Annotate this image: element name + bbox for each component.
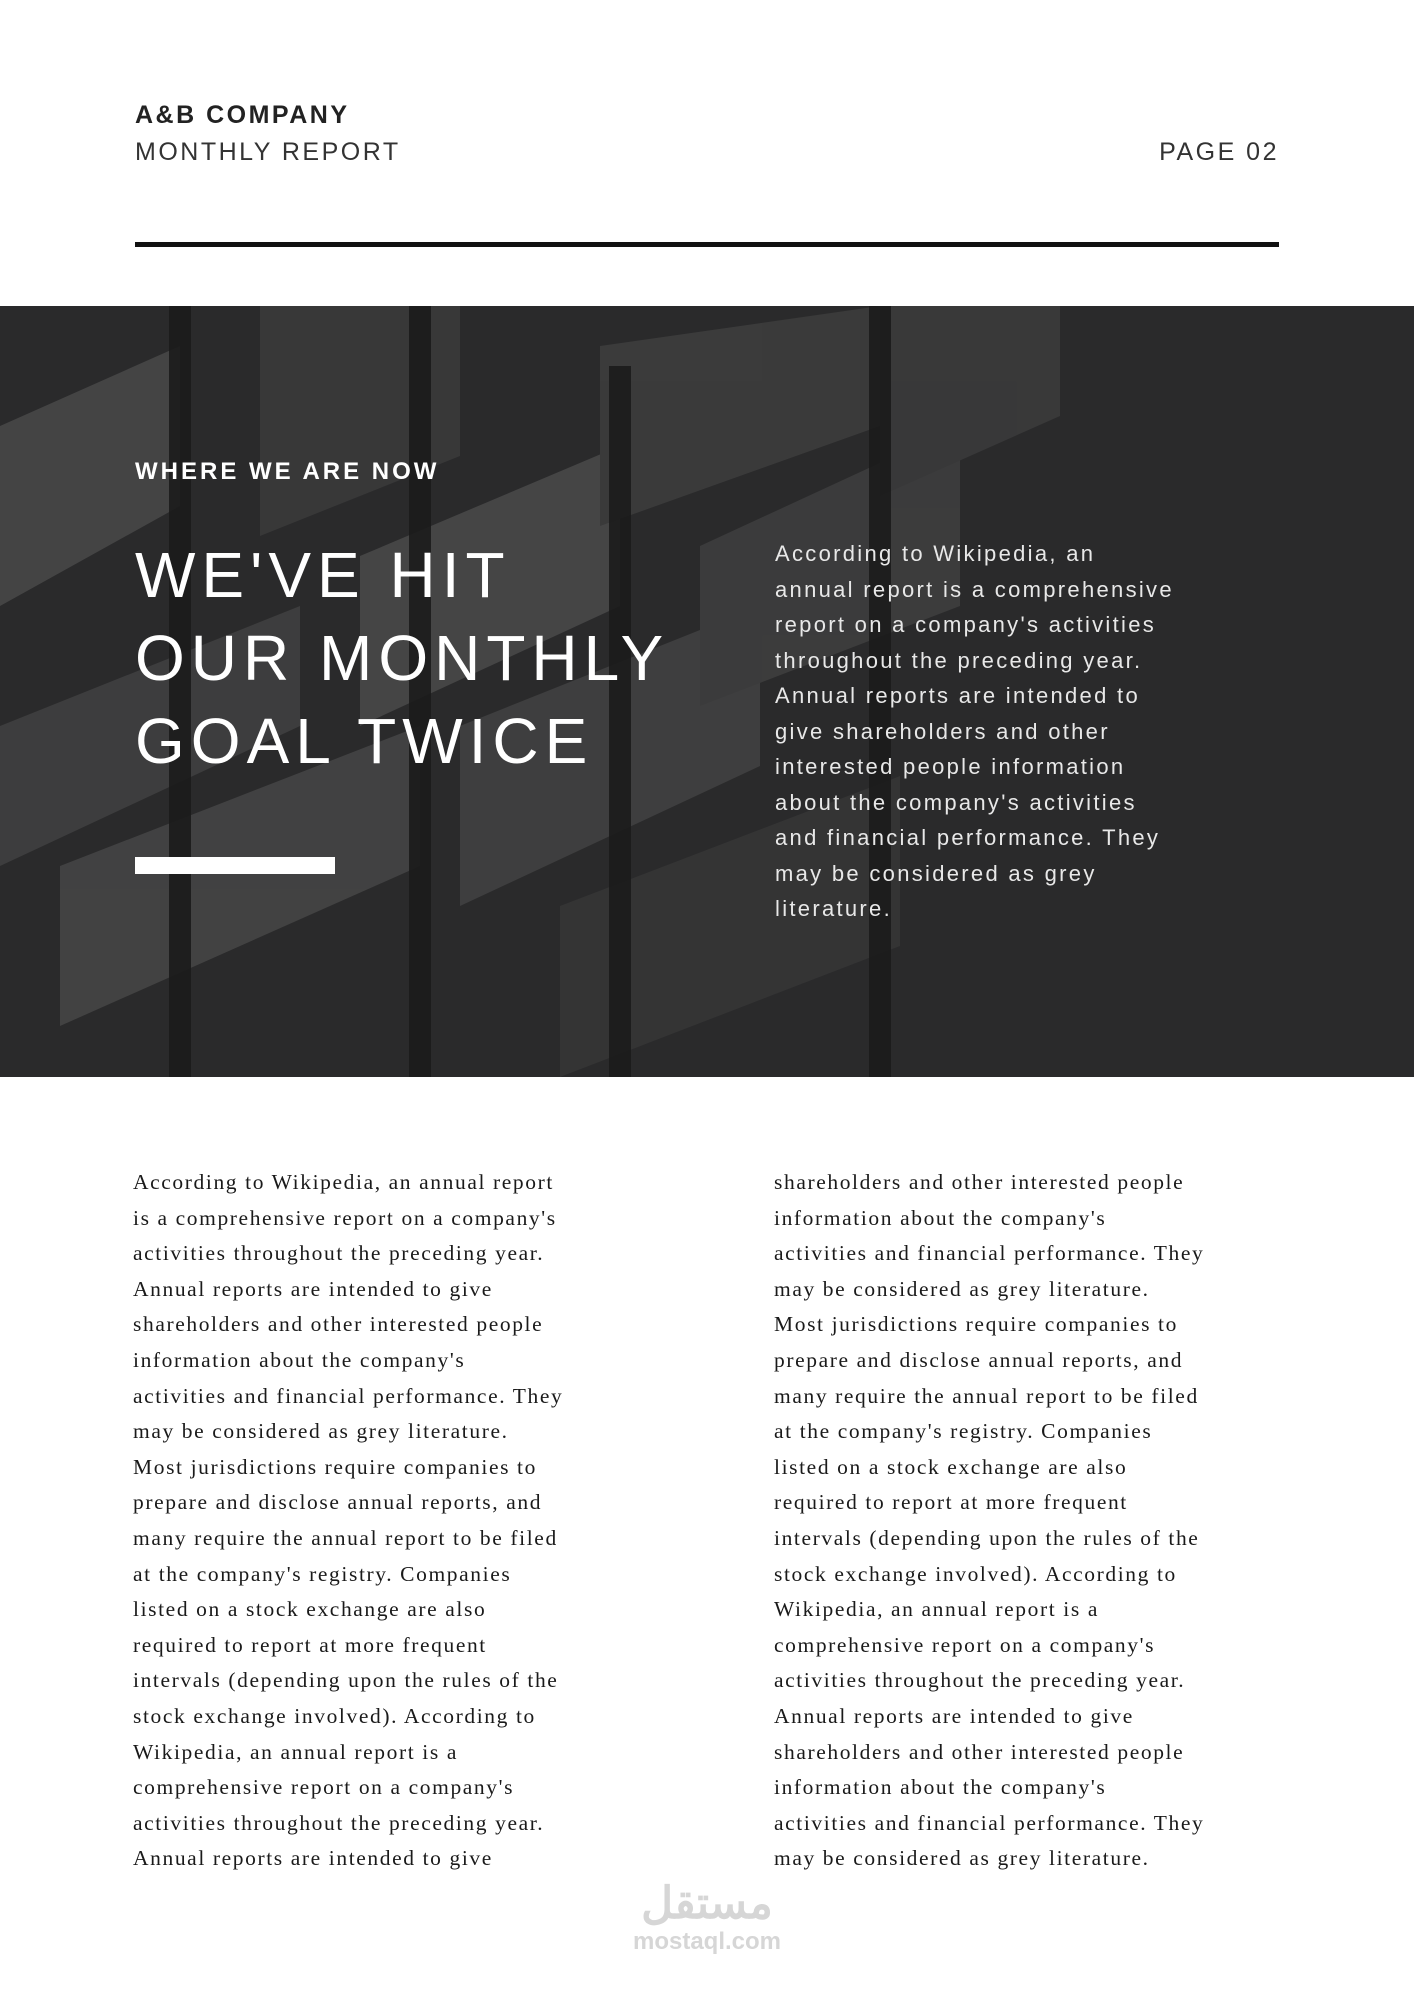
mostaql-watermark-logo [0,1880,1414,1956]
company-name: A&B COMPANY [135,101,350,129]
body-text-line: activities throughout the preceding year. [133,1241,545,1266]
body-text-line: is a comprehensive report on a company's [133,1205,557,1230]
body-text-line: intervals (depending upon the rules of the [133,1668,559,1693]
accent-bar [135,857,335,874]
paragraph-line: may be considered as grey [775,860,1097,886]
paragraph-line: and financial performance. They [775,825,1161,850]
body-text-line: Most jurisdictions require companies to [774,1312,1178,1337]
body-text-line: required to report at more frequent [133,1632,487,1657]
body-text-line: Annual reports are intended to give [133,1276,493,1301]
body-text-line: may be considered as grey literature. [774,1276,1150,1301]
hero-banner [0,306,1414,1077]
paragraph-line: give shareholders and other [775,718,1110,744]
body-text-line: may be considered as grey literature. [774,1846,1150,1871]
page-number: PAGE 02 [1159,138,1279,166]
body-text-line: shareholders and other interested people [774,1739,1185,1764]
body-text-line: many require the annual report to be filed [774,1383,1199,1408]
body-text-line: may be considered as grey literature. [133,1419,509,1444]
body-text-line: Most jurisdictions require companies to [133,1454,537,1479]
body-text-line: comprehensive report on a company's [774,1632,1156,1657]
body-text-line: prepare and disclose annual reports, and [774,1347,1184,1372]
body-text-line: information about the company's [133,1347,466,1372]
hero-paragraph [775,536,1174,927]
body-text-line: activities and financial performance. They [774,1241,1205,1266]
paragraph-line: annual report is a comprehensive [775,576,1174,602]
body-column-left [133,1165,563,1877]
body-text-line: many require the annual report to be filed [133,1525,558,1550]
body-text-line: stock exchange involved). According to [774,1561,1177,1586]
watermark-arabic: مستقل [641,1879,773,1928]
body-text-line: listed on a stock exchange are also [133,1597,487,1622]
body-text-line: prepare and disclose annual reports, and [133,1490,543,1515]
paragraph-line: Annual reports are intended to [775,683,1140,708]
body-text-line: Annual reports are intended to give [133,1846,493,1871]
body-text-line: required to report at more frequent [774,1490,1128,1515]
body-text-line: at the company's registry. Companies [774,1419,1153,1444]
hero-headline [135,534,669,783]
headline-line: GOAL TWICE [135,705,594,777]
body-text-line: activities throughout the preceding year. [774,1668,1186,1693]
body-text-line: stock exchange involved). According to [133,1703,536,1728]
paragraph-line: literature. [775,896,893,921]
body-text-line: information about the company's [774,1775,1107,1800]
body-text-line: activities and financial performance. They [133,1383,564,1408]
body-text-line: listed on a stock exchange are also [774,1454,1128,1479]
body-text-line: comprehensive report on a company's [133,1775,515,1800]
body-text-line: shareholders and other interested people [774,1170,1185,1194]
body-text-line: shareholders and other interested people [133,1312,544,1337]
headline-line: OUR MONTHLY [135,622,670,694]
paragraph-line: throughout the preceding year. [775,647,1143,673]
body-text-line: information about the company's [774,1205,1107,1230]
header-divider [135,242,1279,247]
paragraph-line: about the company's activities [775,789,1137,815]
body-text-line: Wikipedia, an annual report is a [774,1597,1099,1622]
body-column-right [774,1165,1204,1877]
watermark-latin: mostaql.com [632,1928,782,1955]
section-kicker: WHERE WE ARE NOW [135,458,440,485]
body-text-line: Annual reports are intended to give [774,1703,1134,1728]
body-text-line: According to Wikipedia, an annual report [133,1170,554,1194]
body-text-line: at the company's registry. Companies [133,1561,512,1586]
headline-line: WE'VE HIT [135,539,511,611]
report-subtitle: MONTHLY REPORT [135,138,401,166]
paragraph-line: According to Wikipedia, an [775,541,1096,566]
body-text-line: intervals (depending upon the rules of the [774,1525,1200,1550]
body-text-line: activities and financial performance. They [774,1810,1205,1835]
body-text-line: activities throughout the preceding year. [133,1810,545,1835]
paragraph-line: interested people information [775,754,1126,779]
body-text-line: Wikipedia, an annual report is a [133,1739,458,1764]
paragraph-line: report on a company's activities [775,612,1157,637]
